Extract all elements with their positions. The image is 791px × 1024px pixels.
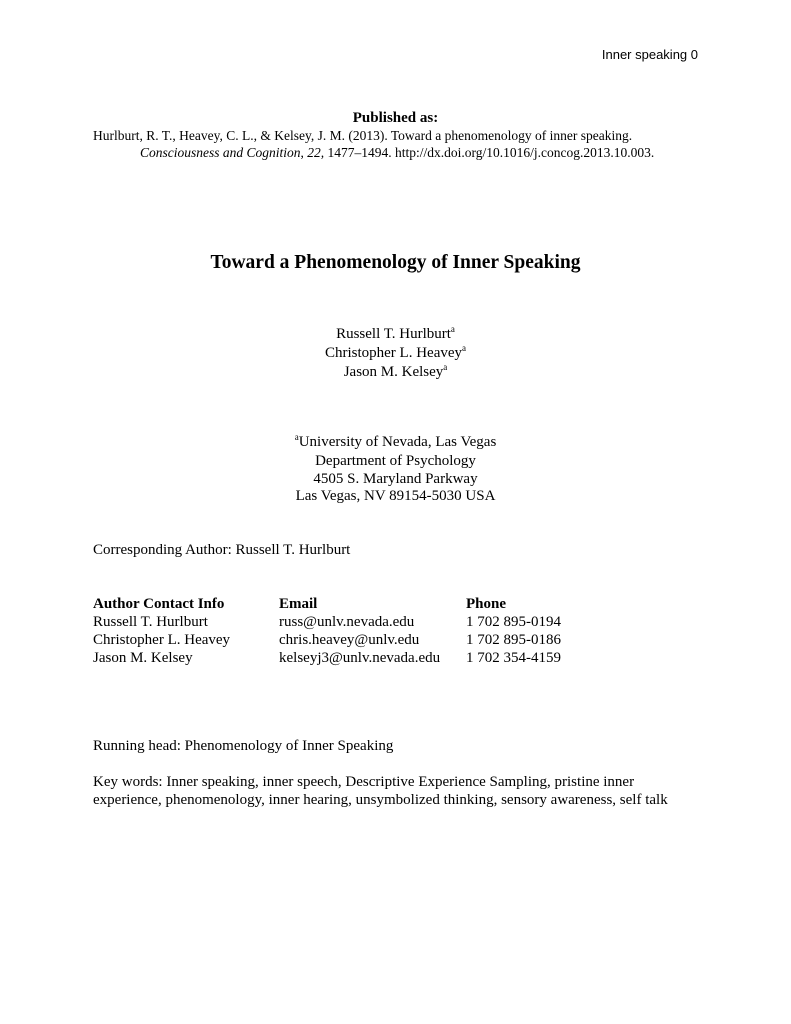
journal-name: Consciousness and Cognition (140, 145, 301, 160)
contact-header-phone: Phone (466, 596, 507, 612)
journal-volume: 22, (307, 145, 325, 160)
citation-pages-doi: 1477–1494. http://dx.doi.org/10.1016/j.concog.2013.10.003. (324, 145, 655, 160)
contact-phone: 1 702 354-4159 (466, 650, 561, 666)
published-as-label: Published as: (352, 110, 439, 126)
page-title: Toward a Phenomenology of Inner Speaking (210, 252, 581, 273)
university-name: University of Nevada, Las Vegas (298, 434, 497, 450)
contact-name: Russell T. Hurlburt (93, 614, 208, 630)
author-line (0, 345, 791, 362)
contact-email: chris.heavey@unlv.edu (279, 632, 420, 648)
contact-email: russ@unlv.nevada.edu (279, 614, 415, 630)
author-name: Russell T. Hurlburt (336, 326, 451, 342)
citation-line-1: Hurlburt, R. T., Heavey, C. L., & Kelsey, J. M. (2013). Toward a phenomenology of inner speaking. (93, 128, 633, 143)
contact-name: Jason M. Kelsey (93, 650, 193, 666)
affiliation-university (0, 434, 791, 451)
citation-separator: , (300, 145, 308, 160)
contact-header-email: Email (279, 596, 318, 612)
keywords-line-2: experience, phenomenology, inner hearing, unsymbolized thinking, sensory awareness, self talk (93, 792, 668, 808)
affiliation-city: Las Vegas, NV 89154-5030 USA (295, 488, 496, 504)
corresponding-author: Corresponding Author: Russell T. Hurlburt (93, 542, 351, 558)
affiliation-department: Department of Psychology (315, 453, 476, 469)
author-line (0, 364, 791, 381)
contact-email: kelseyj3@unlv.nevada.edu (279, 650, 441, 666)
running-head: Running head: Phenomenology of Inner Speaking (93, 738, 394, 754)
contact-name: Christopher L. Heavey (93, 632, 231, 648)
author-name: Jason M. Kelsey (343, 364, 444, 380)
contact-phone: 1 702 895-0194 (466, 614, 561, 630)
keywords-line-1: Key words: Inner speaking, inner speech, Descriptive Experience Sampling, pristine inner (93, 774, 635, 790)
author-name: Christopher L. Heavey (324, 345, 463, 361)
running-header: Inner speaking 0 (601, 47, 698, 62)
contact-phone: 1 702 895-0186 (466, 632, 561, 648)
author-line (0, 326, 791, 343)
citation-line-2 (140, 145, 654, 161)
contact-header-author: Author Contact Info (93, 596, 225, 612)
author-superscript: a (462, 343, 467, 353)
author-superscript: a (443, 362, 448, 372)
author-superscript: a (450, 324, 455, 334)
affiliation-superscript: a (294, 432, 299, 442)
affiliation-street: 4505 S. Maryland Parkway (313, 471, 478, 487)
